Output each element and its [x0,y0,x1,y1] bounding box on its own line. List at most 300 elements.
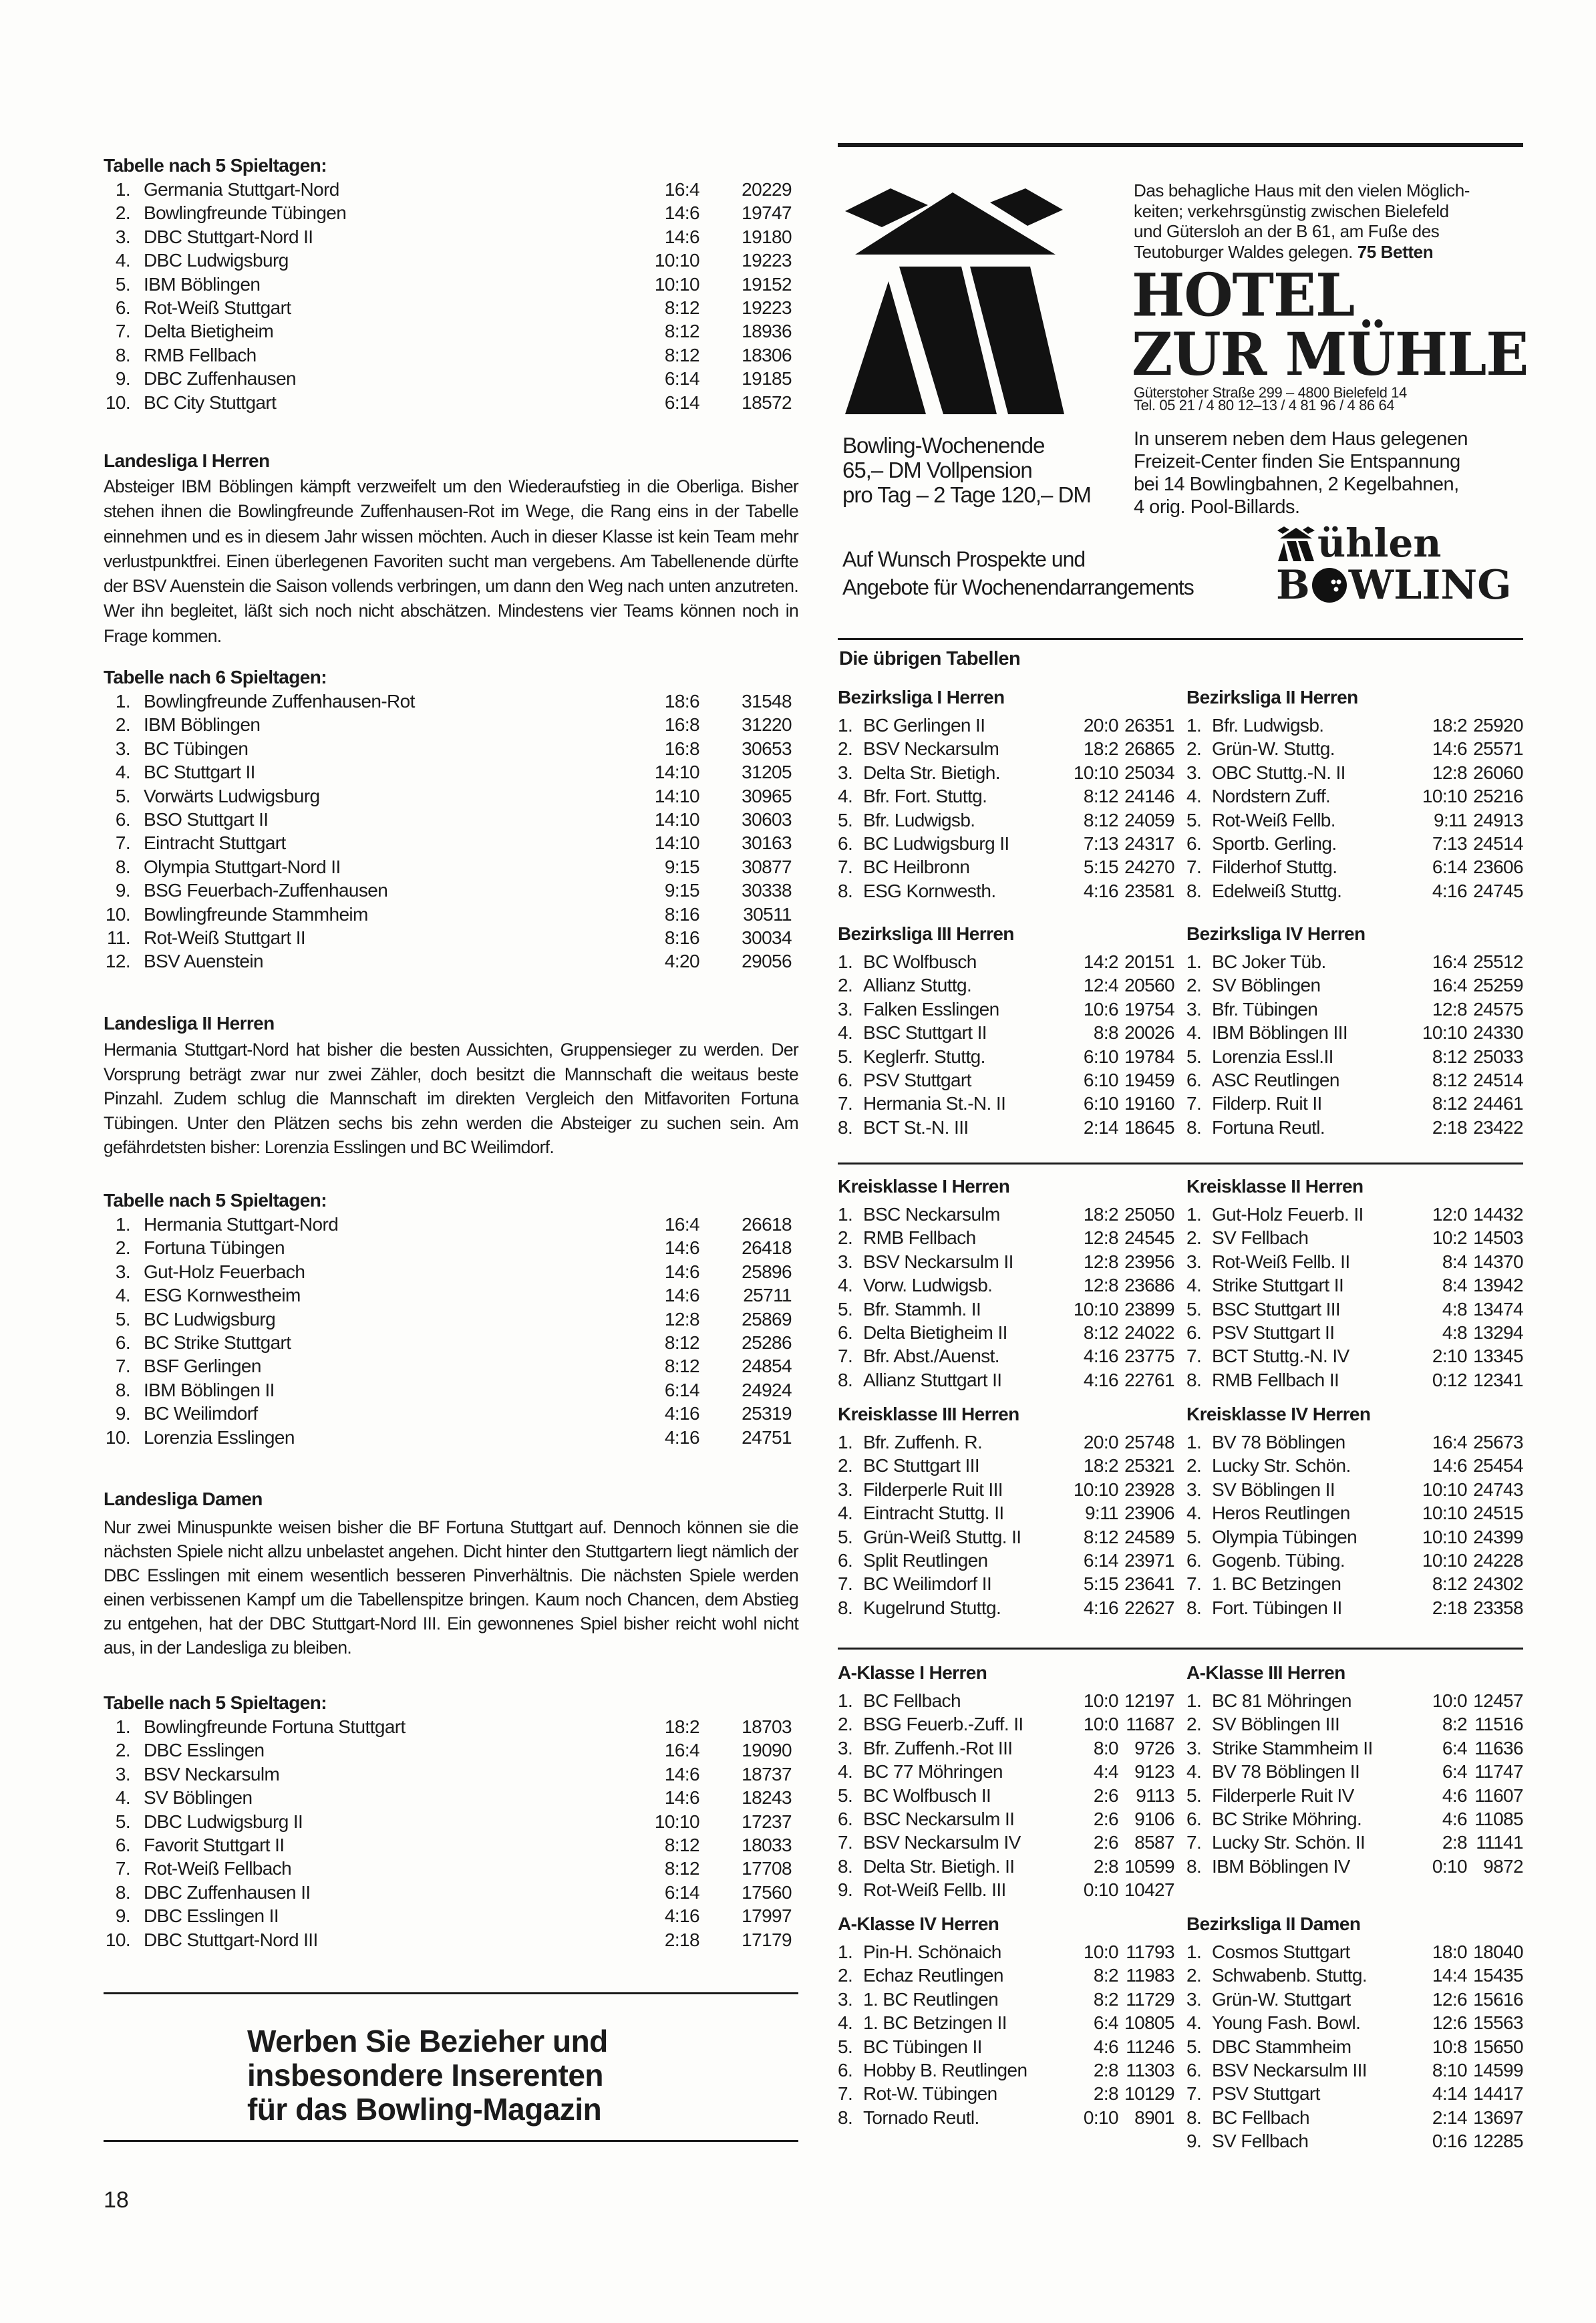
team-name: BSF Gerlingen [144,1356,261,1377]
points: 10:10 [1422,1022,1467,1044]
pins: 30965 [742,785,792,806]
team-name: BSG Feuerb.-Zuff. II [863,1714,1023,1735]
rank: 6. [1186,832,1202,854]
pins: 9106 [1134,1808,1174,1829]
pins: 24514 [1473,832,1523,854]
pins: 12341 [1473,1369,1523,1390]
table-row [1186,855,1523,879]
rank: 8. [838,1855,853,1877]
points: 20:0 [1083,1432,1118,1452]
team-name: Olympia Stuttgart-Nord II [144,856,341,877]
points: 4:4 [1093,1761,1118,1783]
team-name: BCT St.-N. III [863,1116,969,1138]
points: 6:10 [1083,1093,1118,1114]
rank: 6. [115,808,130,830]
table-row [1186,1203,1523,1226]
pins: 24913 [1473,809,1523,830]
team-name: IBM Böblingen II [144,1379,275,1400]
points: 18:2 [1432,715,1467,736]
pins: 17997 [742,1905,792,1927]
pins: 18737 [742,1763,792,1785]
table-row [104,1354,798,1378]
pins: 25571 [1473,738,1523,760]
table-row [1186,1784,1523,1807]
pins: 19459 [1124,1069,1174,1090]
rank: 2. [1186,1714,1202,1735]
table-row [838,1760,1174,1783]
rank: 10. [105,903,130,925]
team-name: Germania Stuttgart-Nord [144,179,339,200]
rank: 4. [838,1503,853,1524]
pins: 23606 [1473,857,1523,878]
table-row [838,1964,1174,1987]
table-kreisklasse-4-herren [1186,1402,1523,1619]
pins: 25711 [743,1285,792,1306]
team-name: BSV Neckarsulm III [1212,2059,1367,2080]
points: 14:6 [664,1285,699,1306]
team-name: Strike Stuttgart II [1212,1275,1344,1296]
points: 8:2 [1093,1988,1118,2010]
rank: 8. [1186,1855,1202,1877]
points: 9:15 [664,856,699,877]
table-row [1186,1297,1523,1321]
table-row [1186,808,1523,832]
team-name: BC Strike Möhring. [1212,1808,1362,1829]
pins: 30653 [742,738,792,759]
pins: 25286 [742,1332,792,1353]
points: 7:13 [1432,832,1467,854]
rank: 3. [838,1988,853,2010]
pins: 12197 [1124,1690,1174,1711]
rank: 4. [838,786,853,807]
ad-line: Bowling-Wochenende [842,433,1045,458]
table-row [1186,1021,1523,1044]
rank: 7. [1186,1573,1202,1595]
team-name: Filderhof Stuttg. [1212,857,1337,878]
table-row [1186,1321,1523,1344]
pins: 24514 [1473,1069,1523,1090]
points: 0:16 [1432,2131,1467,2152]
table-row [104,855,798,879]
rank: 2. [838,738,853,760]
table-row [1186,1368,1523,1392]
pins: 19223 [742,250,792,271]
table-landesliga-1-herren [104,665,798,973]
table-row [838,1501,1174,1525]
table-row [104,926,798,949]
points: 2:18 [1432,1597,1467,1618]
rank: 8. [838,2107,853,2128]
table-row [838,1988,1174,2011]
points: 10:10 [1073,1298,1118,1320]
table-row [104,1307,798,1331]
pins: 13294 [1473,1322,1523,1343]
points: 4:6 [1442,1808,1467,1829]
rank: 8. [1186,1369,1202,1390]
table-row [104,1881,798,1904]
pins: 11747 [1474,1761,1523,1783]
team-name: Gogenb. Tübing. [1212,1549,1345,1571]
points: 8:12 [664,297,699,318]
table-row [838,1068,1174,1092]
team-name: Gut-Holz Feuerb. II [1212,1204,1364,1225]
points: 10:10 [654,1811,699,1832]
points: 6:14 [664,368,699,390]
table-row [104,713,798,736]
team-name: Bowlingfreunde Fortuna Stuttgart [144,1716,406,1737]
points: 14:4 [1432,1965,1467,1986]
pins: 10427 [1124,1879,1174,1901]
ad-line: Angebote für Wochenendarrangements [842,575,1194,599]
points: 16:8 [664,714,699,736]
rank: 3. [1186,762,1202,783]
table-row [1186,1988,1523,2011]
rank: 6. [838,1322,853,1343]
pins: 13942 [1473,1275,1523,1296]
team-name: DBC Esslingen [144,1740,265,1761]
pins: 19160 [1124,1093,1174,1114]
points: 4:16 [1083,1369,1118,1390]
table-row [838,1478,1174,1501]
points: 8:8 [1093,1022,1118,1044]
points: 8:12 [664,1858,699,1879]
pins: 31548 [742,691,792,712]
rank: 6. [115,1834,130,1855]
rank: 4. [838,1275,853,1296]
rank: 5. [115,273,130,295]
rank: 8. [115,344,130,365]
points: 8:12 [1432,1069,1467,1090]
pins: 24545 [1124,1227,1174,1249]
team-name: Grün-W. Stuttgart [1212,1988,1351,2010]
rank: 8. [1186,880,1202,901]
points: 2:18 [1432,1116,1467,1138]
rank: 12. [105,951,130,972]
team-name: Falken Esslingen [863,998,999,1020]
pins: 23928 [1124,1479,1174,1500]
rank: 4. [1186,786,1202,807]
table-a-klasse-4-herren [838,1912,1174,2129]
points: 10:0 [1083,1942,1118,1962]
points: 14:6 [664,1261,699,1282]
table-row [1186,2106,1523,2129]
rank: 3. [1186,1479,1202,1500]
pins: 11729 [1126,1988,1174,2010]
rank: 7. [115,1858,130,1879]
rank: 2. [838,1965,853,1986]
table-row [838,2106,1174,2129]
points: 14:10 [654,808,699,830]
rank: 7. [1186,1346,1202,1367]
team-name: Strike Stammheim II [1212,1737,1373,1758]
team-name: Lucky Str. Schön. [1212,1455,1351,1477]
points: 4:14 [1432,2083,1467,2105]
points: 2:10 [1432,1346,1467,1367]
team-name: Hermania Stuttgart-Nord [144,1214,339,1235]
team-name: BC Joker Tüb. [1212,951,1326,972]
table-title: Bezirksliga IV Herren [1186,923,1366,944]
page-number: 18 [104,2187,129,2213]
table-row [104,1833,798,1857]
team-name: BV 78 Böblingen II [1212,1761,1360,1783]
points: 10:10 [1422,1479,1467,1500]
table-row [104,1378,798,1402]
table-landesliga-damen [104,1691,798,1952]
team-name: DBC Ludwigsburg II [144,1811,303,1832]
table-row [1186,1807,1523,1831]
section-heading: Landesliga II Herren [104,1013,275,1034]
team-name: BSV Neckarsulm [144,1763,280,1785]
team-name: SV Fellbach [1212,2131,1309,2152]
points: 14:6 [664,226,699,247]
team-name: Rot-W. Tübingen [863,2083,997,2105]
promo-line: für das Bowling-Magazin [247,2092,602,2127]
rank: 6. [838,1069,853,1090]
table-row [1186,2011,1523,2034]
logo-text: ühlen [1317,520,1442,566]
table-row [1186,973,1523,997]
pins: 9872 [1483,1855,1523,1877]
team-name: BC Stuttgart III [863,1455,980,1477]
table-row [104,1738,798,1762]
points: 8:12 [1083,809,1118,830]
rank: 4. [838,1761,853,1783]
pins: 9726 [1134,1737,1174,1758]
rank: 1. [838,1432,853,1452]
points: 4:20 [664,951,699,972]
points: 10:10 [654,250,699,271]
rank: 3. [838,1737,853,1758]
rank: 7. [838,2083,853,2105]
team-name: Echaz Reutlingen [863,1965,1003,1986]
team-name: Delta Bietigheim [144,321,274,342]
rank: 2. [1186,1227,1202,1249]
logo-text: WLING [1348,562,1512,609]
rank: 8. [1186,1597,1202,1618]
table-row [104,1928,798,1952]
team-name: IBM Böblingen III [1212,1022,1348,1044]
table-row [838,1273,1174,1297]
points: 2:8 [1093,2059,1118,2080]
table-row [1186,1760,1523,1783]
table-row [1186,1736,1523,1760]
table-row [838,737,1174,760]
points: 10:10 [1422,1503,1467,1524]
ad-line: Das behagliche Haus mit den vielen Möglich- [1134,180,1470,200]
points: 10:0 [1432,1690,1467,1711]
table-row [838,1784,1174,1807]
team-name: BC Wolfbusch II [863,1785,991,1806]
section-heading: Landesliga I Herren [104,450,270,471]
team-name: ESG Kornwesth. [863,880,996,901]
points: 14:10 [654,785,699,806]
table-row [104,225,798,249]
pins: 24022 [1124,1322,1174,1343]
points: 2:8 [1093,1855,1118,1877]
team-name: Lorenzia Esslingen [144,1426,295,1448]
rank: 2. [838,1714,853,1735]
points: 16:4 [1432,951,1467,972]
team-name: Bfr. Ludwigsb. [863,809,975,830]
pins: 15650 [1473,2036,1523,2057]
table-row [104,1762,798,1786]
rank: 1. [838,715,853,736]
team-name: DBC Esslingen II [144,1905,279,1927]
pins: 17179 [742,1929,792,1950]
table-row [1186,714,1523,737]
team-name: BC 81 Möhringen [1212,1690,1351,1711]
pins: 26060 [1473,762,1523,783]
table-row [104,689,798,713]
rank: 8. [1186,1116,1202,1138]
pins: 14503 [1473,1227,1523,1249]
table-row [1186,1855,1523,1878]
ad-line: Teutoburger Waldes gelegen. [1134,241,1358,262]
pins: 18645 [1124,1116,1174,1138]
table-row [104,1402,798,1425]
pins: 25259 [1473,975,1523,996]
pins: 24854 [742,1356,792,1377]
team-name: BC Strike Stuttgart [144,1332,291,1353]
table-row [1186,1525,1523,1549]
team-name: BC Ludwigsburg II [863,832,1009,854]
team-name: Favorit Stuttgart II [144,1834,285,1855]
divider [838,1648,1523,1650]
logo-text: B [1276,562,1310,609]
rank: 1. [838,1204,853,1225]
rank: 4. [1186,1275,1202,1296]
pins: 29056 [742,951,792,972]
pins: 11246 [1126,2036,1174,2057]
team-name: Vorwärts Ludwigsburg [144,785,320,806]
pins: 23581 [1124,880,1174,901]
table-row [838,1454,1174,1477]
points: 6:14 [1083,1549,1118,1571]
team-name: SV Fellbach [1212,1227,1309,1249]
pins: 26418 [742,1237,792,1259]
team-name: Bfr. Fort. Stuttg. [863,786,987,807]
table-title: Tabelle nach 5 Spieltagen: [104,1190,327,1211]
pins: 11983 [1126,1965,1174,1986]
team-name: Bowlingfreunde Tübingen [144,202,347,224]
pins: 19180 [742,226,792,247]
table-row [104,1857,798,1880]
points: 20:0 [1083,715,1118,736]
team-name: BC Gerlingen II [863,715,985,736]
rank: 5. [1186,2036,1202,2057]
pins: 24589 [1124,1526,1174,1547]
rank: 4. [838,1022,853,1044]
pins: 15616 [1473,1988,1523,2010]
team-name: Bfr. Stammh. II [863,1298,981,1320]
pins: 23358 [1473,1597,1523,1618]
rank: 2. [838,1455,853,1477]
pins: 13345 [1473,1346,1523,1367]
team-name: Hermania St.-N. II [863,1093,1006,1114]
pins: 20560 [1124,975,1174,996]
rank: 7. [838,1832,853,1853]
table-row [838,1855,1174,1878]
pins: 30034 [742,927,792,948]
table-row [104,296,798,319]
team-name: Bfr. Zuffenh. R. [863,1432,983,1452]
table-row [838,1831,1174,1854]
pins: 30603 [742,808,792,830]
pins: 9123 [1134,1761,1174,1783]
table-row [838,1878,1174,1901]
team-name: BSO Stuttgart II [144,808,269,830]
rank: 6. [1186,2059,1202,2080]
table-row [1186,1250,1523,1273]
pins: 19185 [742,368,792,390]
table-row [838,1549,1174,1572]
pins: 24924 [742,1379,792,1400]
rank: 4. [1186,1503,1202,1524]
phone: Tel. 05 21 / 4 80 12–13 / 4 81 96 / 4 86 64 [1134,397,1395,414]
table-row [838,1368,1174,1392]
points: 12:8 [1083,1251,1118,1272]
pins: 30338 [742,880,792,901]
points: 2:6 [1093,1832,1118,1853]
points: 6:4 [1442,1761,1467,1783]
pins: 11085 [1474,1808,1523,1829]
points: 18:2 [1083,1455,1118,1477]
team-name: DBC Zuffenhausen [144,368,297,390]
table-row [1186,1596,1523,1619]
points: 9:15 [664,880,699,901]
rank: 1. [115,691,130,712]
pins: 24146 [1124,786,1174,807]
rank: 8. [115,1881,130,1903]
team-name: Delta Str. Bietigh. II [863,1855,1015,1877]
rank: 1. [838,951,853,972]
bowling-lanes-logo-icon [835,180,1076,421]
mini-lanes-logo-icon [1276,525,1316,563]
points: 6:4 [1442,1737,1467,1758]
rank: 6. [1186,1322,1202,1343]
rank: 2. [115,714,130,736]
points: 8:16 [664,927,699,948]
rank: 1. [1186,951,1202,972]
pins: 24751 [742,1426,792,1448]
table-row [838,714,1174,737]
table-row [1186,1572,1523,1595]
team-name: Schwabenb. Stuttg. [1212,1965,1368,1986]
table-bezirksliga-3-herren [838,922,1174,1139]
table-landesliga-2-herren [104,1189,798,1449]
team-name: BC Weilimdorf [144,1403,258,1424]
points: 8:12 [1432,1093,1467,1114]
team-name: ASC Reutlingen [1212,1069,1339,1090]
rank: 9. [115,880,130,901]
pins: 25512 [1473,951,1523,972]
team-name: Olympia Tübingen [1212,1526,1358,1547]
table-row [104,879,798,902]
table-row [1186,1831,1523,1854]
rank: 1. [115,1214,130,1235]
table-row [838,1572,1174,1595]
team-name: IBM Böblingen [144,714,261,736]
team-name: Cosmos Stuttgart [1212,1942,1350,1962]
table-bezirksliga-2-damen [1186,1912,1523,2153]
team-name: Hobby B. Reutlingen [863,2059,1027,2080]
team-name: BC City Stuttgart [144,392,277,413]
pins: 19090 [742,1740,792,1761]
points: 10:2 [1432,1227,1467,1249]
beds-count: 75 Betten [1357,241,1434,262]
pins: 23956 [1124,1251,1174,1272]
ad-line: 4 orig. Pool-Billards. [1134,496,1300,518]
